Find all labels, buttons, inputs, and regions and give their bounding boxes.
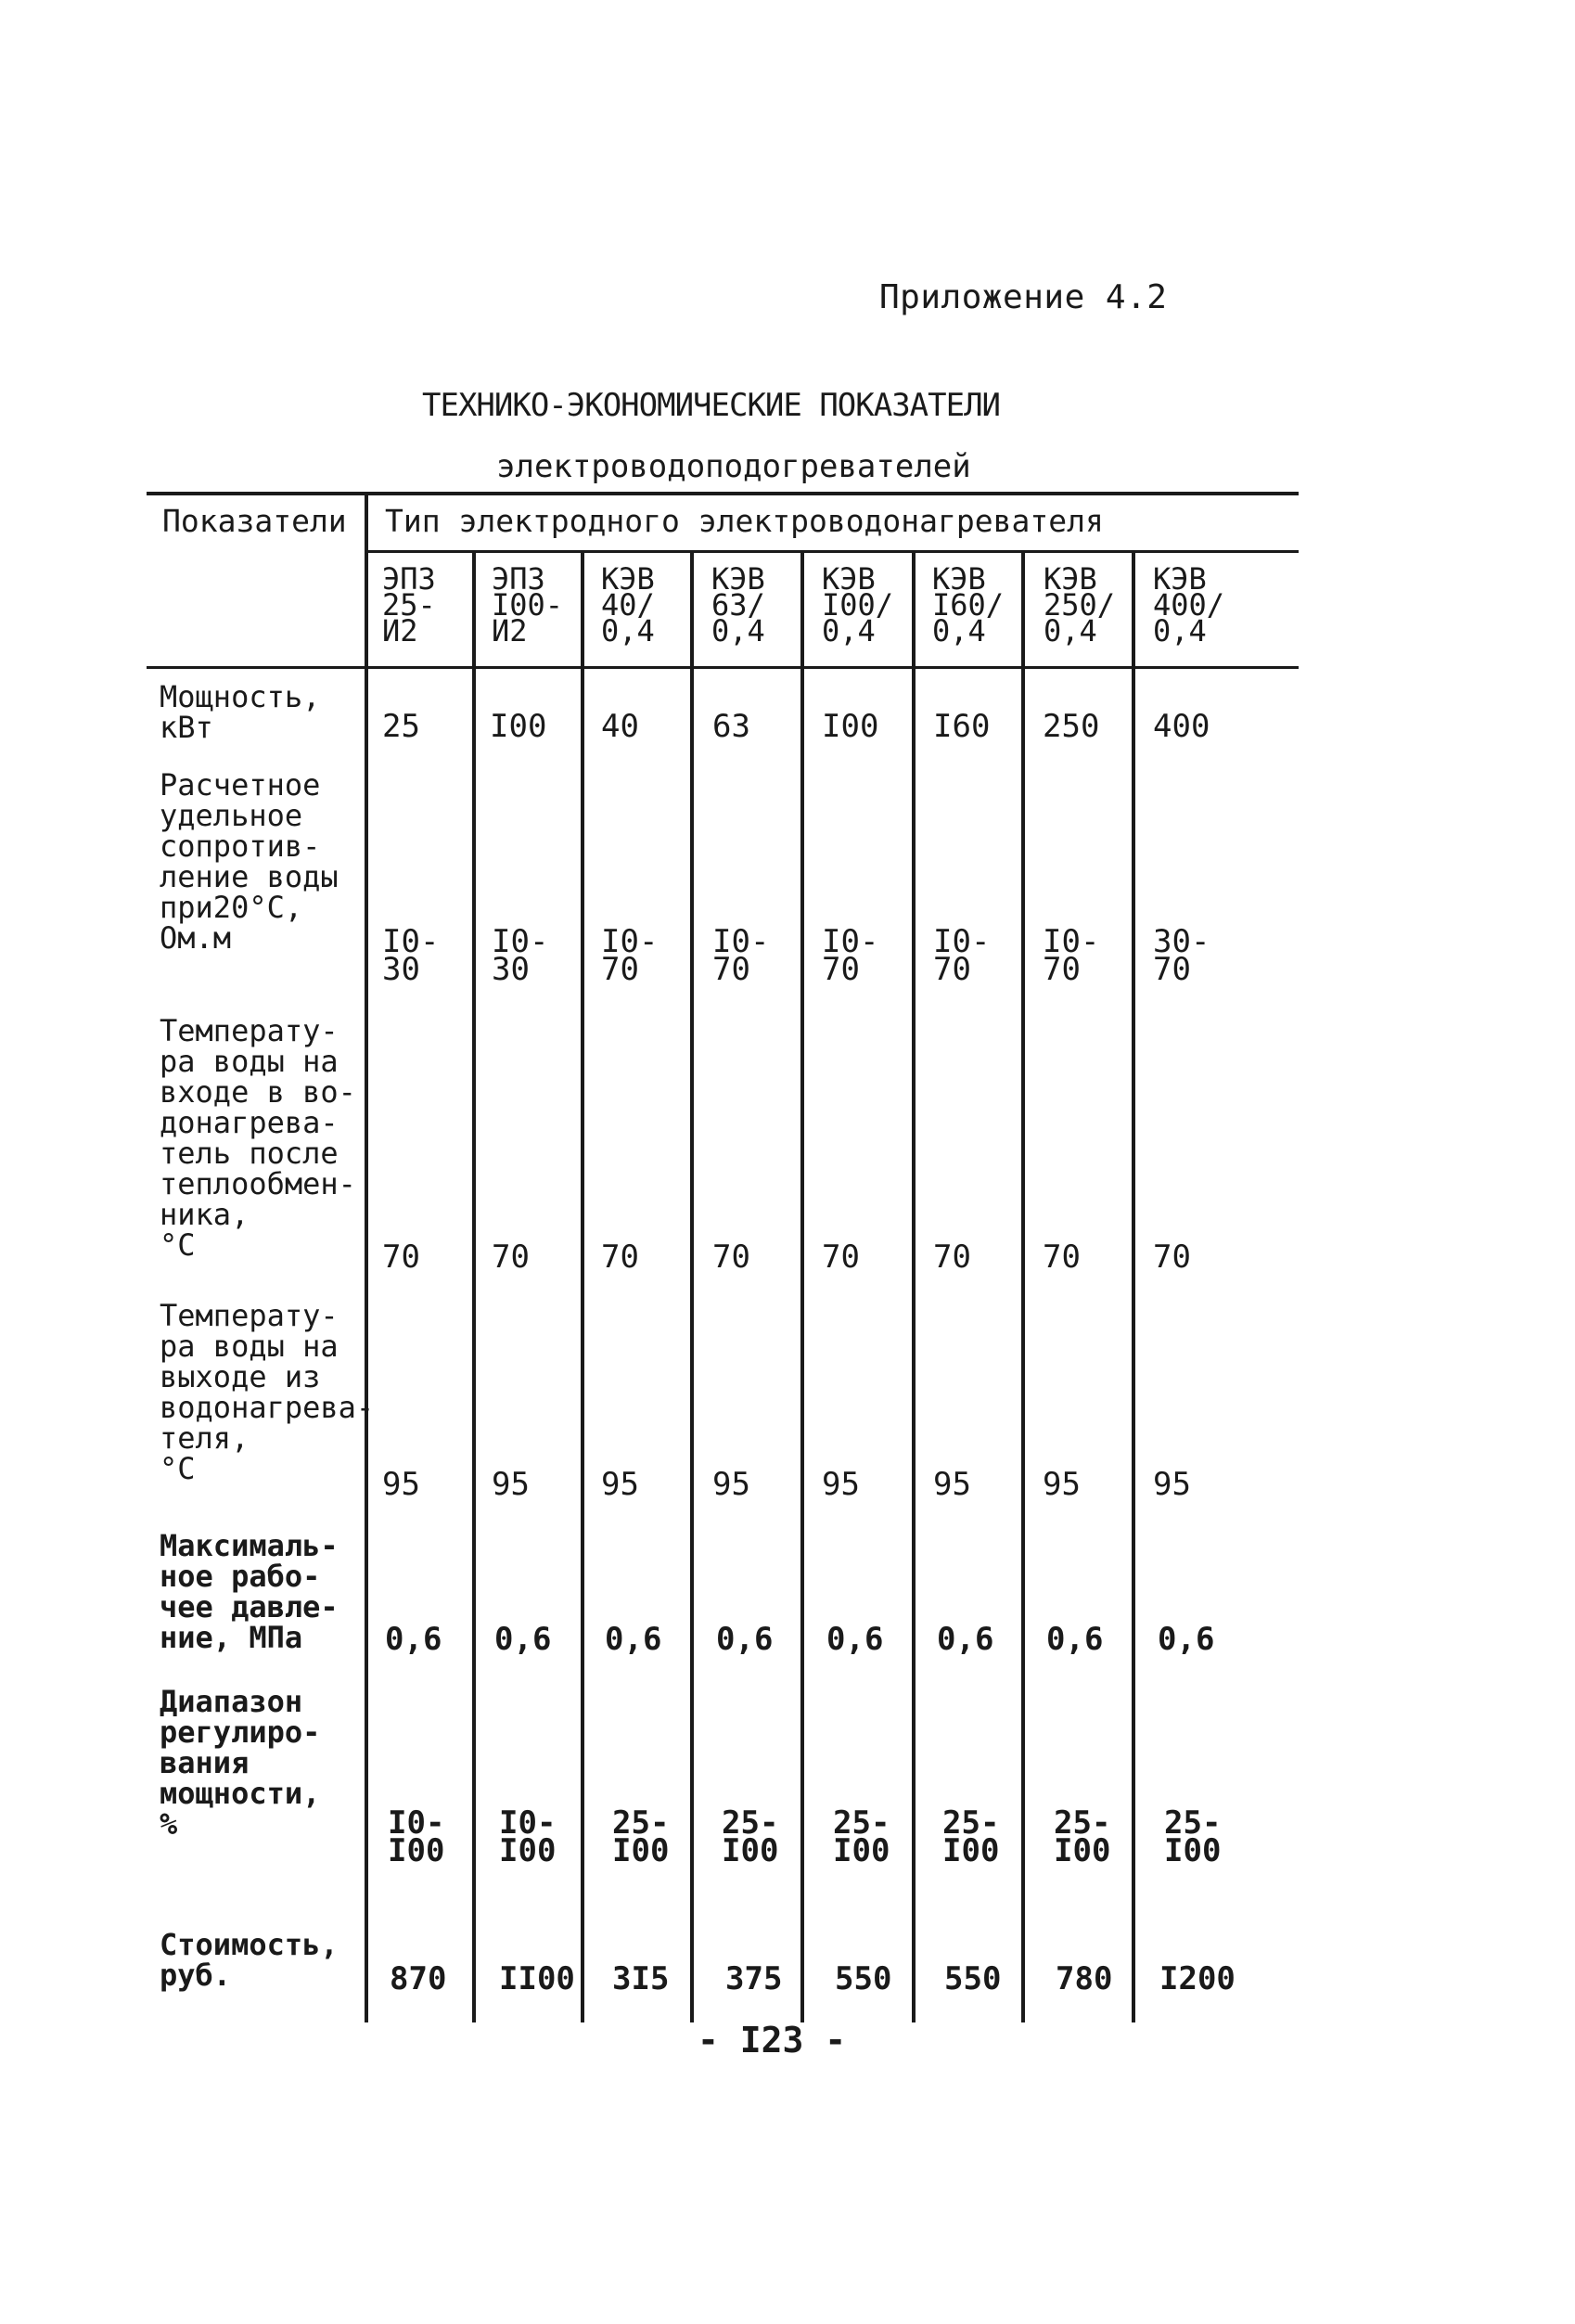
table-cell: I0- 70 (933, 923, 991, 988)
table-cell: 95 (382, 1466, 420, 1503)
table-cell: I0- 70 (1043, 923, 1100, 988)
table-cell: 400 (1153, 708, 1210, 745)
table-cell: 25- I00 (722, 1804, 779, 1869)
table-cell: 25- I00 (612, 1804, 670, 1869)
table-cell: 63 (712, 708, 750, 745)
column-divider (800, 553, 804, 2022)
table-cell: 550 (835, 1960, 892, 1997)
types-bottom-rule (147, 666, 1299, 669)
column-divider (1132, 553, 1135, 2022)
table-cell: 95 (601, 1466, 639, 1503)
table-cell: 95 (1043, 1466, 1081, 1503)
table-cell: I0- 30 (492, 923, 549, 988)
row-label-cost: Стоимость, руб. (160, 1927, 339, 1993)
table-cell: 30- 70 (1153, 923, 1210, 988)
table-cell: 0,6 (1046, 1621, 1104, 1658)
table-cell: 250 (1043, 708, 1100, 745)
table-cell: 25- I00 (1054, 1804, 1111, 1869)
table-cell: I0- 30 (382, 923, 440, 988)
table-cell: 0,6 (605, 1621, 662, 1658)
table-cell: 70 (382, 1239, 420, 1276)
table-cell: 25- I00 (942, 1804, 1000, 1869)
table-cell: 95 (933, 1466, 971, 1503)
table-cell: 870 (390, 1960, 447, 1997)
column-divider (912, 553, 916, 2022)
table-cell: 780 (1056, 1960, 1113, 1997)
group-header: Тип электродного электроводонагревателя (385, 503, 1104, 539)
table-cell: 550 (944, 1960, 1002, 1997)
type-header: ЭПЗ I00- И2 (492, 561, 564, 648)
table-cell: 25- I00 (833, 1804, 890, 1869)
table-cell: 25 (382, 708, 420, 745)
table-cell: 70 (822, 1239, 860, 1276)
column-divider (581, 553, 584, 2022)
table-cell: 70 (1153, 1239, 1191, 1276)
table-cell: 3I5 (612, 1960, 670, 1997)
table-cell: 40 (601, 708, 639, 745)
table-cell: I0- I00 (388, 1804, 445, 1869)
table-cell: 375 (725, 1960, 783, 1997)
table-cell: 25- I00 (1164, 1804, 1222, 1869)
table-cell: 95 (712, 1466, 750, 1503)
table-cell: 70 (1043, 1239, 1081, 1276)
table-cell: I60 (933, 708, 991, 745)
table-top-rule (147, 492, 1299, 495)
table-cell: 0,6 (385, 1621, 442, 1658)
table-cell: 70 (601, 1239, 639, 1276)
row-label-power: Мощность, кВт (160, 679, 321, 745)
table-cell: 70 (933, 1239, 971, 1276)
table-cell: I0- 70 (822, 923, 879, 988)
table-cell: 70 (492, 1239, 530, 1276)
type-header: КЭВ 63/ 0,4 (711, 561, 765, 648)
row-label-resistivity: Расчетное удельное сопротив- ление воды при20°С, Ом.м (160, 767, 339, 956)
table-cell: 0,6 (716, 1621, 774, 1658)
table-cell: I00 (490, 708, 547, 745)
row-label-regulation-range: Диапазон регулиро- вания мощности, % (160, 1684, 321, 1842)
row-label-max-pressure: Максималь- ное рабо- чее давле- ние, МПа (160, 1528, 339, 1655)
table-cell: I0- 70 (601, 923, 659, 988)
table-cell: I0- 70 (712, 923, 770, 988)
column-divider (690, 553, 694, 2022)
type-header: ЭПЗ 25- И2 (382, 561, 436, 648)
type-header: КЭВ 250/ 0,4 (1044, 561, 1116, 648)
table-cell: 95 (492, 1466, 530, 1503)
type-header: КЭВ I60/ 0,4 (932, 561, 1005, 648)
column-divider (472, 553, 476, 2022)
header-rule (366, 550, 1299, 553)
table-cell: I00 (822, 708, 879, 745)
page-number: - I23 - (698, 2020, 847, 2061)
appendix-label: Приложение 4.2 (879, 278, 1168, 316)
type-header: КЭВ 40/ 0,4 (601, 561, 655, 648)
table-cell: 70 (712, 1239, 750, 1276)
type-header: КЭВ I00/ 0,4 (822, 561, 894, 648)
column-header-indicators: Показатели (162, 503, 347, 539)
document-subtitle: электроводоподогревателей (496, 448, 971, 485)
table-cell: 95 (822, 1466, 860, 1503)
column-divider (1021, 553, 1025, 2022)
table-cell: I0- I00 (499, 1804, 557, 1869)
row-label-inlet-temperature: Температу- ра воды на входе в во- донагрева- тель после теплообмен- ника, °С (160, 1013, 356, 1263)
table-cell: 0,6 (494, 1621, 552, 1658)
document-title: ТЕХНИКО-ЭКОНОМИЧЕСКИЕ ПОКАЗАТЕЛИ (422, 387, 1001, 424)
table-cell: II00 (499, 1960, 575, 1997)
table-cell: 95 (1153, 1466, 1191, 1503)
type-header: КЭВ 400/ 0,4 (1153, 561, 1225, 648)
row-label-outlet-temperature: Температу- ра воды на выходе из водонагрева- теля, °С (160, 1298, 375, 1486)
table-cell: 0,6 (937, 1621, 994, 1658)
table-cell: I200 (1159, 1960, 1236, 1997)
table-cell: 0,6 (1158, 1621, 1215, 1658)
table-cell: 0,6 (826, 1621, 884, 1658)
